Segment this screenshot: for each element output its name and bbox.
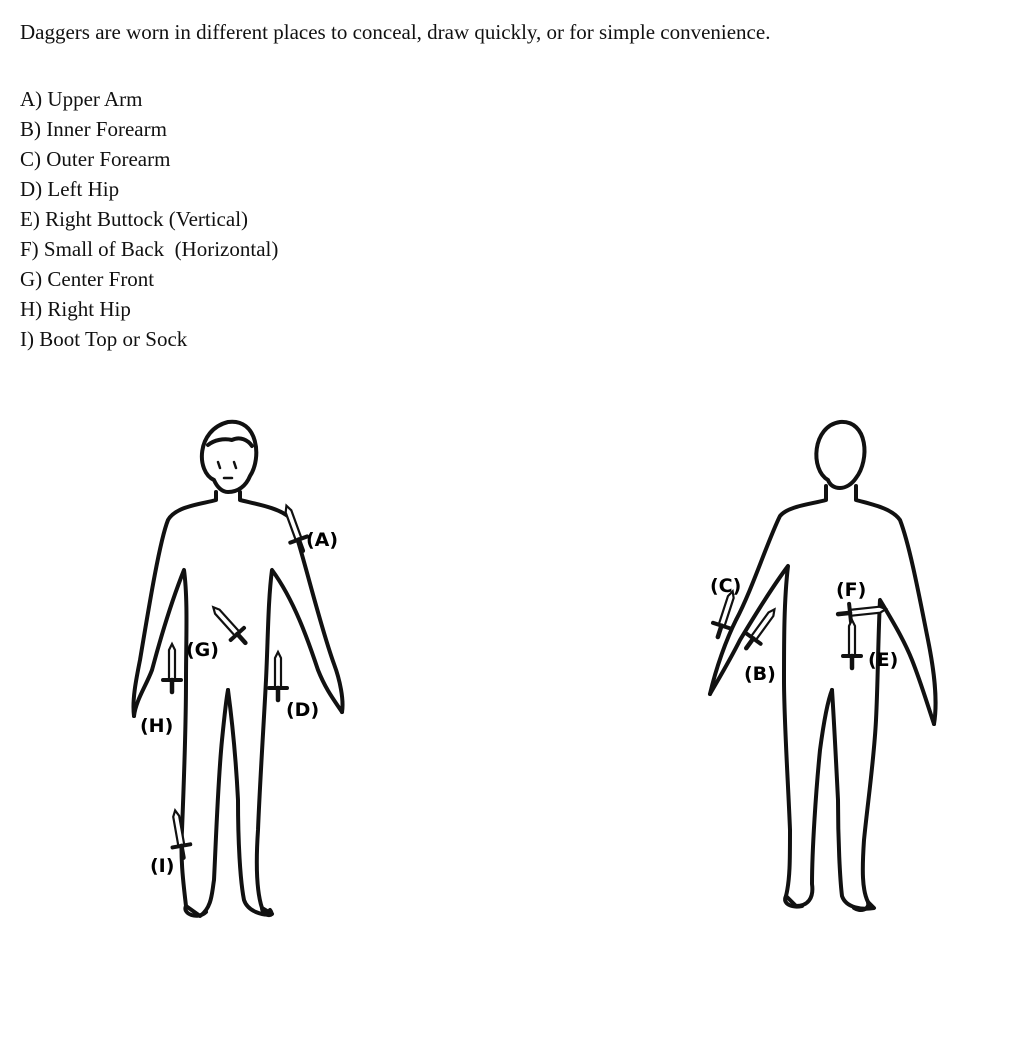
legend-item-b: B) Inner Forearm xyxy=(20,117,167,141)
label-e: (E) xyxy=(868,649,899,671)
label-d: (D) xyxy=(286,699,320,721)
legend-item-f: F) Small of Back (Horizontal) xyxy=(20,237,279,261)
legend-item-a: A) Upper Arm xyxy=(20,87,143,111)
dagger-d-icon xyxy=(269,652,287,700)
dagger-location-legend xyxy=(20,84,278,354)
label-b: (B) xyxy=(744,663,776,685)
back-figure xyxy=(709,422,935,910)
dagger-i-icon xyxy=(166,809,192,859)
label-c: (C) xyxy=(710,575,742,597)
front-figure xyxy=(133,422,342,916)
front-figure-outline xyxy=(133,422,342,916)
dagger-e-icon xyxy=(843,620,861,668)
legend-item-i: I) Boot Top or Sock xyxy=(20,327,188,351)
legend-item-d: D) Left Hip xyxy=(20,177,120,201)
dagger-h-icon xyxy=(163,644,181,692)
label-f: (F) xyxy=(836,579,867,601)
intro-text: Daggers are worn in different places to conceal, draw quickly, or for simple convenience. xyxy=(20,20,771,44)
legend-item-e: E) Right Buttock (Vertical) xyxy=(20,207,249,231)
label-i: (I) xyxy=(150,855,175,877)
legend-item-c: C) Outer Forearm xyxy=(20,147,171,171)
legend-item-g: G) Center Front xyxy=(20,267,155,291)
legend-item-h: H) Right Hip xyxy=(20,297,131,321)
label-a: (A) xyxy=(306,529,339,551)
label-h: (H) xyxy=(140,715,174,737)
label-g: (G) xyxy=(186,639,219,661)
body-diagram xyxy=(0,380,1024,940)
